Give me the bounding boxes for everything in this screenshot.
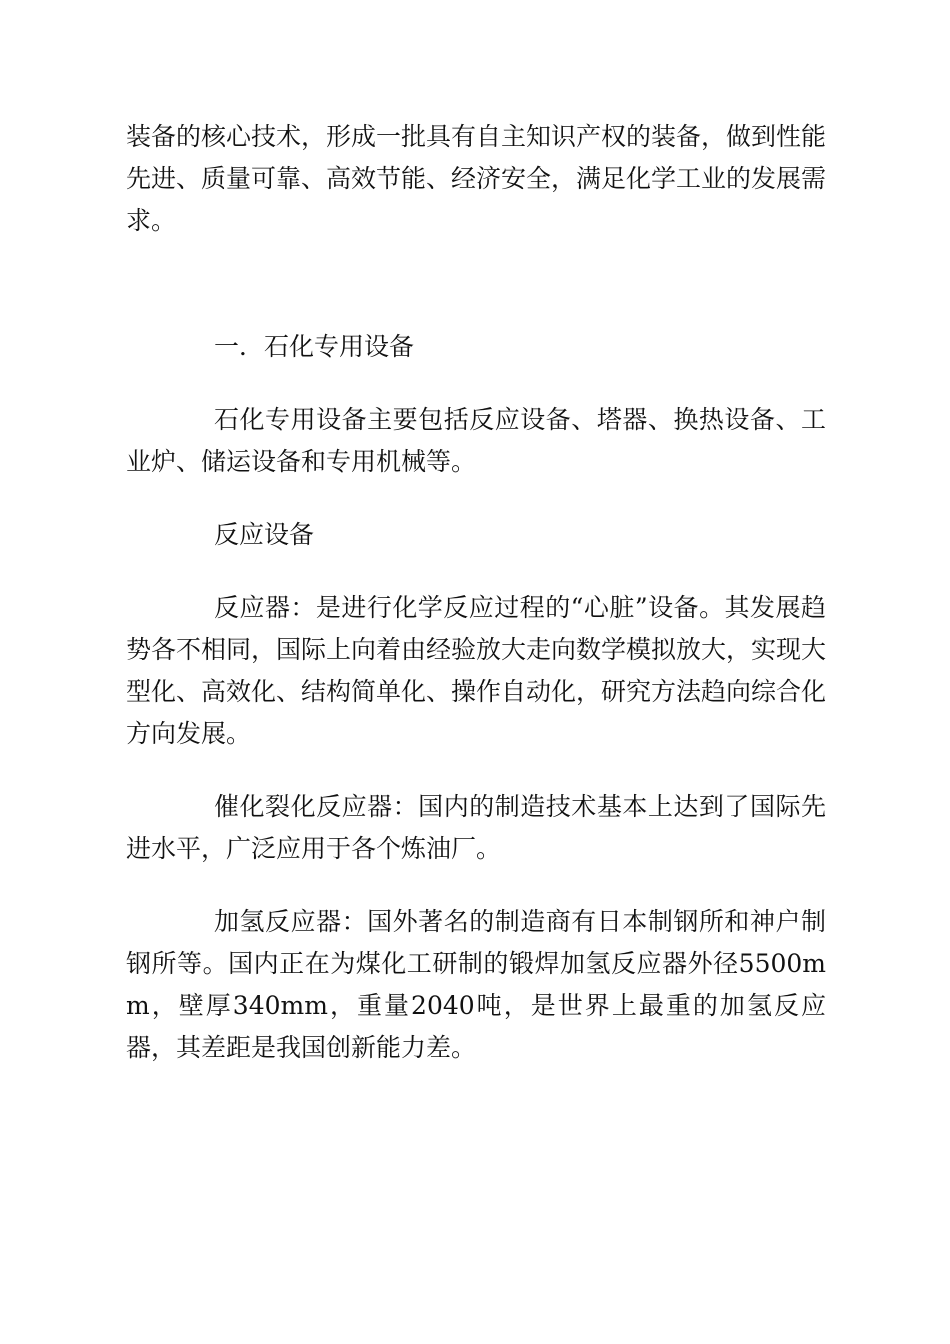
paragraph-hydrogenation: 加氢反应器：国外著名的制造商有日本制钢所和神户制钢所等。国内正在为煤化工研制的锻焊加氢反应器外径5500mm，壁厚340mm，重量2040吨，是世界上最重的加氢反应器，其差距是我国创新能力差。 (126, 907, 826, 1062)
paragraph-reactor: 反应器：是进行化学反应过程的“心脏”设备。其发展趋势各不相同，国际上向着由经验放大走向数学模拟放大，实现大型化、高效化、结构简单化、操作自动化，研究方法趋向综合化方向发展。 (126, 593, 827, 748)
subsection-heading: 反应设备 (214, 520, 315, 549)
paragraph-catalytic-cracking: 催化裂化反应器：国内的制造技术基本上达到了国际先进水平，广泛应用于各个炼油厂。 (126, 792, 826, 863)
paragraph-overview: 石化专用设备主要包括反应设备、塔器、换热设备、工业炉、储运设备和专用机械等。 (126, 405, 826, 476)
section-heading: 一．石化专用设备 (214, 332, 415, 361)
paragraph-continuation: 装备的核心技术，形成一批具有自主知识产权的装备，做到性能先进、质量可靠、高效节能、经济安全，满足化学工业的发展需求。 (126, 122, 827, 235)
document-body (126, 116, 826, 1069)
